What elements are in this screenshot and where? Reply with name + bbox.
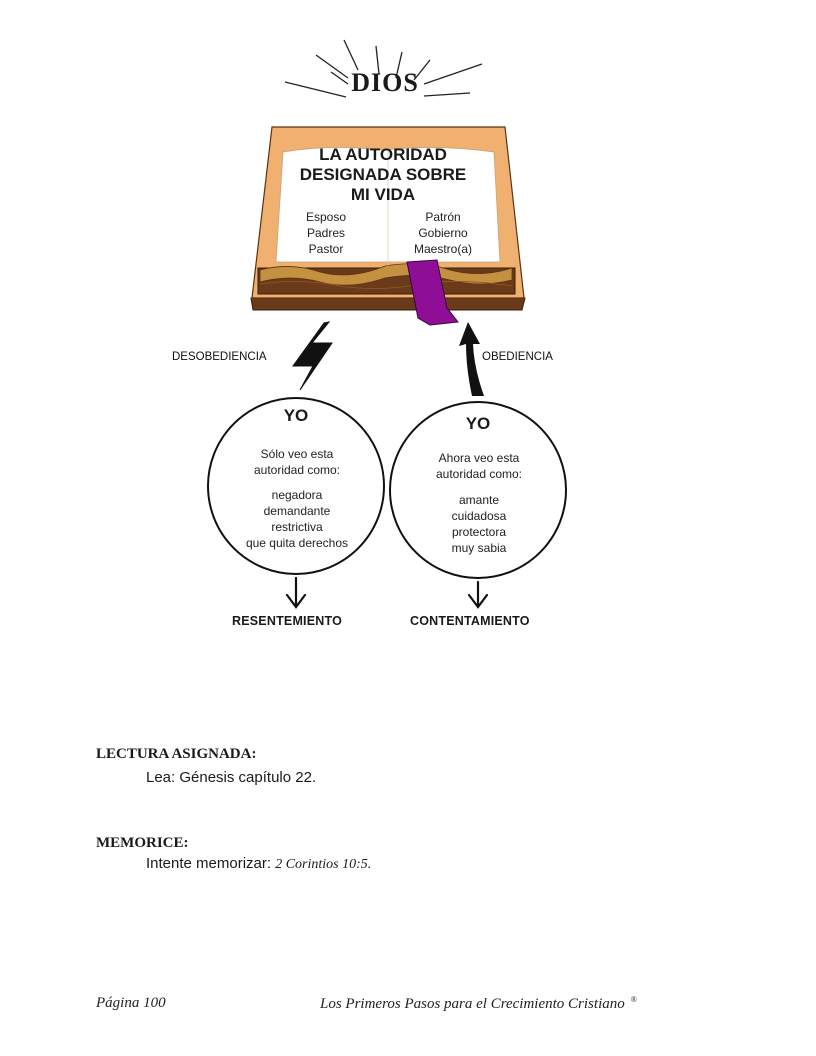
god-title: DIOS	[351, 68, 419, 97]
series-title-text: Los Primeros Pasos para el Crecimiento Cristiano	[320, 996, 625, 1012]
right-circle-items	[408, 492, 550, 556]
list-item: muy sabia	[451, 541, 507, 555]
list-item: amante	[458, 493, 500, 507]
up-arrow-icon	[459, 322, 484, 396]
registered-mark: ®	[630, 995, 637, 1004]
memorize-heading: MEMORICE:	[96, 835, 189, 851]
intro-line: Sólo veo esta	[260, 447, 334, 461]
left-down-arrow-icon	[287, 578, 305, 607]
right-circle-intro	[408, 450, 550, 482]
authority-item: Patrón	[425, 210, 461, 224]
authority-list-left	[290, 209, 362, 257]
list-item: que quita derechos	[245, 536, 349, 550]
resentment-label: RESENTEMIENTO	[232, 614, 343, 628]
list-item: restrictiva	[271, 520, 323, 534]
right-circle-title: YO	[465, 414, 491, 433]
authority-item: Gobierno	[418, 226, 468, 240]
scripture-reference: 2 Corintios 10:5.	[275, 857, 372, 872]
left-circle-intro	[226, 446, 368, 478]
left-circle-title: YO	[283, 406, 309, 425]
intro-line: autoridad como:	[435, 467, 523, 481]
authority-list-right	[398, 209, 488, 257]
memorize-text	[146, 855, 371, 873]
list-item: protectora	[451, 525, 507, 539]
intro-line: autoridad como:	[253, 463, 341, 477]
list-item: demandante	[263, 504, 331, 518]
authority-item: Maestro(a)	[413, 242, 472, 256]
list-item: cuidadosa	[451, 509, 507, 523]
intro-line: Ahora veo esta	[438, 451, 520, 465]
page-number: Página 100	[96, 995, 166, 1011]
book-title-line: LA AUTORIDAD	[319, 145, 447, 164]
book-title-line: MI VIDA	[350, 185, 416, 204]
authority-item: Pastor	[308, 242, 344, 256]
lightning-bolt-icon	[293, 322, 332, 390]
obedience-label: OBEDIENCIA	[482, 351, 553, 363]
left-circle-items	[226, 487, 368, 551]
reading-heading: LECTURA ASIGNADA:	[96, 746, 257, 762]
book-series-title	[320, 995, 637, 1013]
reading-text: Lea: Génesis capítulo 22.	[146, 769, 317, 786]
right-down-arrow-icon	[469, 582, 487, 607]
disobedience-label: DESOBEDIENCIA	[172, 351, 267, 363]
list-item: negadora	[271, 488, 323, 502]
book-title-line: DESIGNADA SOBRE	[299, 165, 467, 184]
contentment-label: CONTENTAMIENTO	[410, 614, 530, 628]
authority-item: Padres	[306, 226, 346, 240]
memorize-prefix: Intente memorizar:	[146, 855, 276, 872]
book-title	[280, 145, 486, 205]
authority-item: Esposo	[305, 210, 347, 224]
